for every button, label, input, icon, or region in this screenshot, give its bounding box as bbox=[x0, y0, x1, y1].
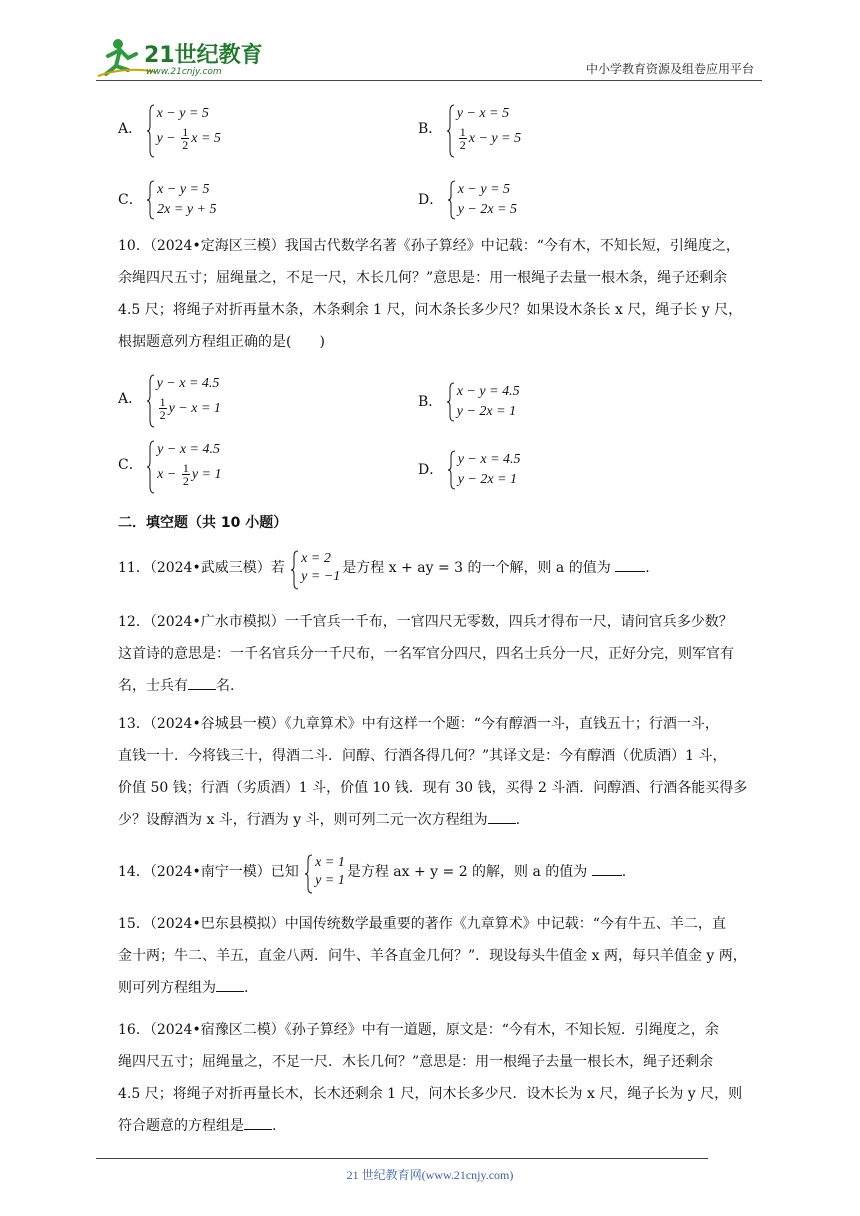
section-title: 二．填空题（共 10 小题） bbox=[118, 515, 288, 531]
question-12: 12．（2024•广水市模拟）一千官兵一千布，一官四尺无零数，四兵才得布一尺，请问官兵多少数？ 这首诗的意思是：一千名官兵分一千尺布，一名军官分四尺，四名士兵分一尺，正好分完，则军官有 名，士兵有 名. bbox=[118, 614, 734, 694]
brace-icon bbox=[448, 180, 456, 220]
brace-icon bbox=[305, 854, 313, 894]
svg-text:21世纪教育: 21世纪教育 bbox=[144, 43, 263, 68]
svg-text:www.21cnjy.com: www.21cnjy.com bbox=[146, 67, 222, 77]
answer-blank[interactable] bbox=[216, 977, 244, 992]
question-13: 13．（2024•谷城县一模）《九章算术》中有这样一个题：“今有醇酒一斗，直钱五十；行酒一斗， 直钱一十．今将钱三十，得酒二斗．问醇、行酒各得几何？”其译文是：今有醇酒（优质酒）1 斗， 价值 50 钱；行酒（劣质酒）1 斗，价值 10 钱．现有 30 钱，买得 2 斗酒．问醇酒、行酒各能买得多 少？设醇酒为 x 斗，行酒为 y 斗，则可列二元一次方程组为 . bbox=[118, 716, 748, 828]
answer-blank[interactable] bbox=[592, 861, 622, 876]
question-11: 11．（2024•武威三模）若 x = 2 y = −1 是方程 x + ay = 3 的一个解，则 a 的值为 . bbox=[118, 550, 650, 586]
q10-option-d: D． y − x = 4.5 y − 2x = 1 bbox=[418, 450, 521, 490]
q10-option-b: B． x − y = 4.5 y − 2x = 1 bbox=[418, 382, 520, 422]
brace-icon bbox=[147, 104, 155, 158]
brace-icon bbox=[447, 104, 455, 158]
footer-link[interactable]: 21 世纪教育网(www.21cnjy.com) bbox=[346, 1168, 514, 1182]
q9-option-a: A． x − y = 5 y − $\frac{1}{2}$ x = 5 bbox=[118, 104, 221, 154]
header-divider bbox=[96, 80, 762, 81]
q9-option-c: C． x − y = 5 2x = y + 5 bbox=[118, 180, 217, 220]
brace-icon bbox=[147, 180, 155, 220]
q9-option-b: B． y − x = 5 $\frac{1}{2}$ x − y = 5 bbox=[418, 104, 521, 154]
q9-option-d: D． x − y = 5 y − 2x = 5 bbox=[418, 180, 517, 220]
brace-icon bbox=[448, 450, 456, 490]
answer-blank[interactable] bbox=[488, 809, 516, 824]
question-16: 16．（2024•宿豫区二模）《孙子算经》中有一道题，原文是：“今有木，不知长短．引绳度之，余 绳四尺五寸；屈绳量之，不足一尺．木长几何？”意思是：用一根绳子去量一根长木，绳子还剩余 4.5 尺；将绳子对折再量长木，长木还剩余 1 尺，问木长多少尺．设木长为 x 尺，绳子长为 y 尺，则 符合题意的方程组是 . bbox=[118, 1022, 743, 1134]
q10-option-a: A． y − x = 4.5 $\frac{1}{2}$ y − x = 1 bbox=[118, 374, 221, 424]
platform-name: 中小学教育资源及组卷应用平台 bbox=[585, 62, 754, 76]
answer-blank[interactable] bbox=[188, 675, 216, 690]
answer-blank[interactable] bbox=[615, 557, 645, 572]
brace-icon bbox=[147, 440, 155, 494]
brace-icon bbox=[447, 382, 455, 422]
site-logo bbox=[96, 36, 266, 80]
brace-icon bbox=[147, 374, 155, 428]
question-10: 10．（2024•定海区三模）我国古代数学名著《孙子算经》中记载：“今有木，不知长短，引绳度之， 余绳四尺五寸；屈绳量之，不足一尺，木长几何？”意思是：用一根绳子去量一根木条，绳子还剩余 4.5 尺；将绳子对折再量木条，木条剩余 1 尺，问木条长多少尺？如果设木条长 x 尺，绳子长 y 尺， 根据题意列方程组正确的是( ) bbox=[118, 238, 743, 350]
question-15: 15．（2024•巴东县模拟）中国传统数学最重要的著作《九章算术》中记载：“今有牛五、羊二，直 金十两；牛二、羊五，直金八两．问牛、羊各直金几何？”．现设每头牛值金 x 两，每只羊值金 y 两， 则可列方程组为 . bbox=[118, 916, 747, 996]
question-14: 14．（2024•南宁一模）已知 x = 1 y = 1 是方程 ax + y = 2 的解，则 a 的值为 . bbox=[118, 854, 626, 890]
footer-divider bbox=[96, 1158, 708, 1159]
q10-option-c: C． y − x = 4.5 x − $\frac{1}{2}$ y = 1 bbox=[118, 440, 222, 490]
brace-icon bbox=[291, 550, 299, 590]
answer-blank[interactable] bbox=[244, 1115, 272, 1130]
